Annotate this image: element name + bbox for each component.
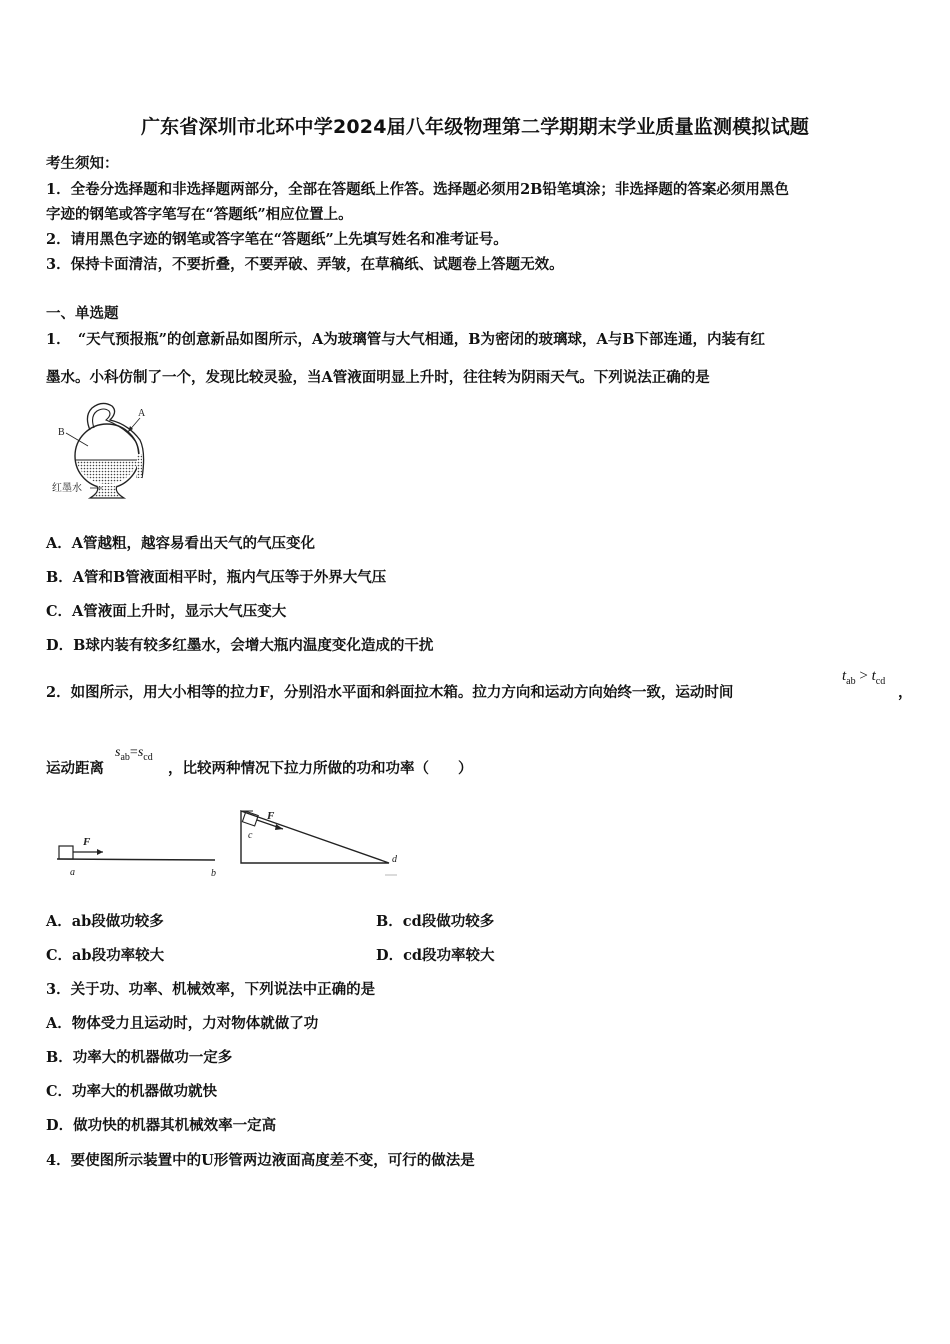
notice-item: 2．请用黑色字迹的钢笔或答字笔在“答题纸”上先填写姓名和准考证号。 <box>46 231 508 248</box>
distance-expression: $s_{ab}=s_{cd}$ <box>115 745 153 763</box>
q3-option-d[interactable]: D．做功快的机器其机械效率一定高 <box>46 1117 277 1134</box>
weather-bottle-figure <box>50 398 160 510</box>
q3-stem: 3．关于功、功率、机械效率，下列说法中正确的是 <box>46 981 376 998</box>
q2-line1-end: ， <box>898 684 913 701</box>
q1-option-b[interactable]: B．A管和B管液面相平时，瓶内气压等于外界大气压 <box>46 569 387 586</box>
q2-option-c[interactable]: C．ab段功率较大 <box>46 947 165 964</box>
label-b: B <box>58 427 65 438</box>
q3-option-a[interactable]: A．物体受力且运动时，力对物体就做了功 <box>46 1015 319 1032</box>
force-figure <box>55 805 400 885</box>
q2-option-b[interactable]: B．cd段做功较多 <box>376 913 495 930</box>
notice-item: 3．保持卡面清洁，不要折叠，不要弄破、弄皱，在草稿纸、试题卷上答题无效。 <box>46 256 564 273</box>
label-a: A <box>138 408 146 419</box>
label-d-point: d <box>392 854 397 865</box>
label-c-point: c <box>248 830 253 841</box>
box-incline <box>242 811 258 826</box>
page-title: 广东省深圳市北环中学2024届八年级物理第二学期期末学业质量监测模拟试题 <box>140 116 810 138</box>
q3-option-c[interactable]: C．功率大的机器做功就快 <box>46 1083 218 1100</box>
q1-stem-line2: 墨水。小科仿制了一个，发现比较灵验，当A管液面明显上升时，往往转为阴雨天气。下列说法正确的是 <box>46 369 710 386</box>
section-heading: 一、单选题 <box>46 305 119 322</box>
label-a-point: a <box>70 867 75 878</box>
q2-option-a[interactable]: A．ab段做功较多 <box>46 913 164 930</box>
label-b-point: b <box>211 868 216 879</box>
notice-item: 字迹的钢笔或答字笔写在“答题纸”相应位置上。 <box>46 206 353 223</box>
label-red-ink: 红墨水 <box>52 483 82 494</box>
horizontal-ground <box>57 859 215 860</box>
q2-stem-line2-end: ，比较两种情况下拉力所做的功和功率（ ） <box>168 760 473 777</box>
q2-stem-line1: 2．如图所示，用大小相等的拉力F，分别沿水平面和斜面拉木箱。拉力方向和运动方向始终一致，运动时间 <box>46 684 734 701</box>
incline <box>241 811 389 863</box>
notice-heading: 考生须知： <box>46 155 119 172</box>
box-horizontal <box>59 846 73 859</box>
q1-option-c[interactable]: C．A管液面上升时，显示大气压变大 <box>46 603 287 620</box>
q1-stem-line1: 1． “天气预报瓶”的创意新品如图所示，A为玻璃管与大气相通，B为密闭的玻璃球，A与B下部连通，内装有红 <box>46 331 766 348</box>
q4-stem: 4．要使图所示装置中的U形管两边液面高度差不变，可行的做法是 <box>46 1152 475 1169</box>
q1-option-d[interactable]: D．B球内装有较多红墨水，会增大瓶内温度变化造成的干扰 <box>46 637 434 654</box>
q2-stem-line2-start: 运动距离 <box>46 760 104 777</box>
q3-option-b[interactable]: B．功率大的机器做功一定多 <box>46 1049 233 1066</box>
label-f-horizontal: F <box>83 836 91 848</box>
notice-item: 1．全卷分选择题和非选择题两部分，全部在答题纸上作答。选择题必须用2B铅笔填涂；非选择题的答案必须用黑色 <box>46 181 789 198</box>
q2-option-d[interactable]: D．cd段功率较大 <box>376 947 495 964</box>
label-f-incline: F <box>267 810 275 822</box>
q1-option-a[interactable]: A．A管越粗，越容易看出天气的气压变化 <box>46 535 315 552</box>
time-expression: $t_{ab} > t_{cd}$ <box>842 668 886 687</box>
